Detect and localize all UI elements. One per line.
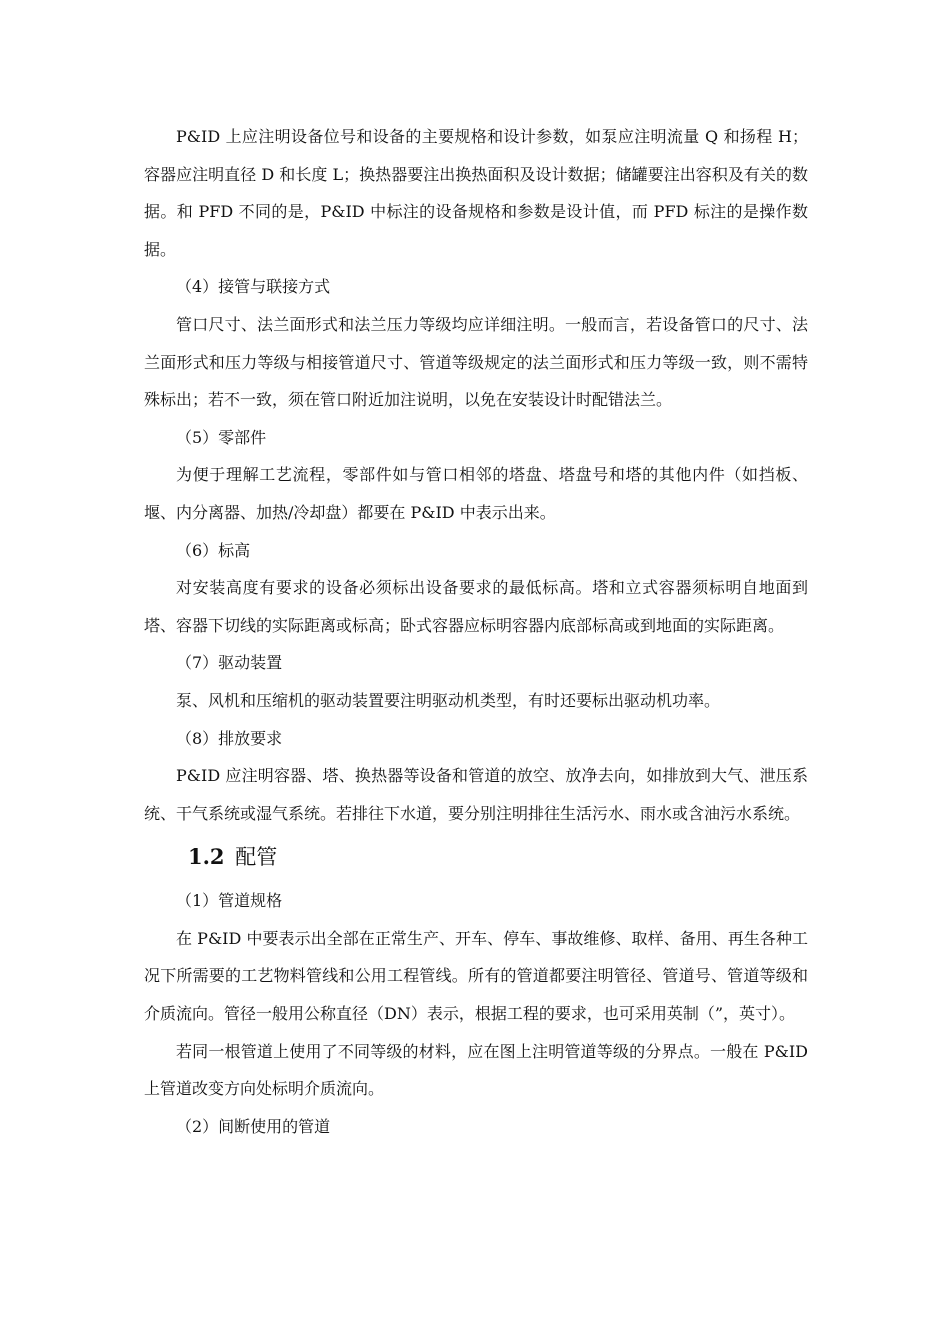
page-content bbox=[144, 118, 808, 1145]
paragraph-nozzle-connection: 管口尺寸、法兰面形式和法兰压力等级均应详细注明。一般而言，若设备管口的尺寸、法兰面形式和压力等级与相接管道尺寸、管道等级规定的法兰面形式和压力等级一致，则不需特殊标出；若不一致，须在管口附近加注说明，以免在安装设计时配错法兰。 bbox=[144, 314, 808, 410]
paragraph-drive-unit: 泵、风机和压缩机的驱动装置要注明驱动机类型，有时还要标出驱动机功率。 bbox=[176, 690, 721, 710]
paragraph-elevation: 对安装高度有要求的设备必须标出设备要求的最低标高。塔和立式容器须标明自地面到塔、容器下切线的实际距离或标高；卧式容器应标明容器内底部标高或到地面的实际距离。 bbox=[144, 578, 808, 635]
section-number: 1.2 bbox=[188, 844, 225, 870]
paragraph-components: 为便于理解工艺流程，零部件如与管口相邻的塔盘、塔盘号和塔的其他内件（如挡板、堰、内分离器、加热/冷却盘）都要在 P&ID 中表示出来。 bbox=[144, 465, 808, 522]
heading-pipe-spec: （1）管道规格 bbox=[176, 891, 283, 911]
heading-components: （5）零部件 bbox=[176, 427, 267, 447]
paragraph-pipe-spec: 在 P&ID 中要表示出全部在正常生产、开车、停车、事故维修、取样、备用、再生各种工况下所需要的工艺物料管线和公用工程管线。所有的管道都要注明管径、管道号、管道等级和介质流向。管径一般用公称直径（DN）表示，根据工程的要求，也可采用英制（”，英寸）。 bbox=[144, 928, 808, 1024]
heading-elevation: （6）标高 bbox=[176, 540, 251, 560]
section-heading-piping bbox=[144, 832, 808, 882]
heading-intermittent-pipe: （2）间断使用的管道 bbox=[176, 1116, 331, 1136]
section-title: 配管 bbox=[235, 845, 278, 870]
paragraph-equipment-specs: P&ID 上应注明设备位号和设备的主要规格和设计参数，如泵应注明流量 Q 和扬程 H；容器应注明直径 D 和长度 L；换热器要注出换热面积及设计数据；储罐要注出容积及有关的数据。和 PFD 不同的是，P&ID 中标注的设备规格和参数是设计值，而 PFD 标注的是操作数据。 bbox=[144, 127, 808, 259]
paragraph-discharge: P&ID 应注明容器、塔、换热器等设备和管道的放空、放净去向，如排放到大气、泄压系统、干气系统或湿气系统。若排往下水道，要分别注明排往生活污水、雨水或含油污水系统。 bbox=[144, 766, 808, 823]
heading-drive-unit: （7）驱动装置 bbox=[176, 653, 283, 673]
heading-discharge: （8）排放要求 bbox=[176, 728, 283, 748]
paragraph-pipe-class-break: 若同一根管道上使用了不同等级的材料，应在图上注明管道等级的分界点。一般在 P&ID 上管道改变方向处标明介质流向。 bbox=[144, 1041, 808, 1099]
heading-nozzle-connection: （4）接管与联接方式 bbox=[176, 277, 331, 297]
